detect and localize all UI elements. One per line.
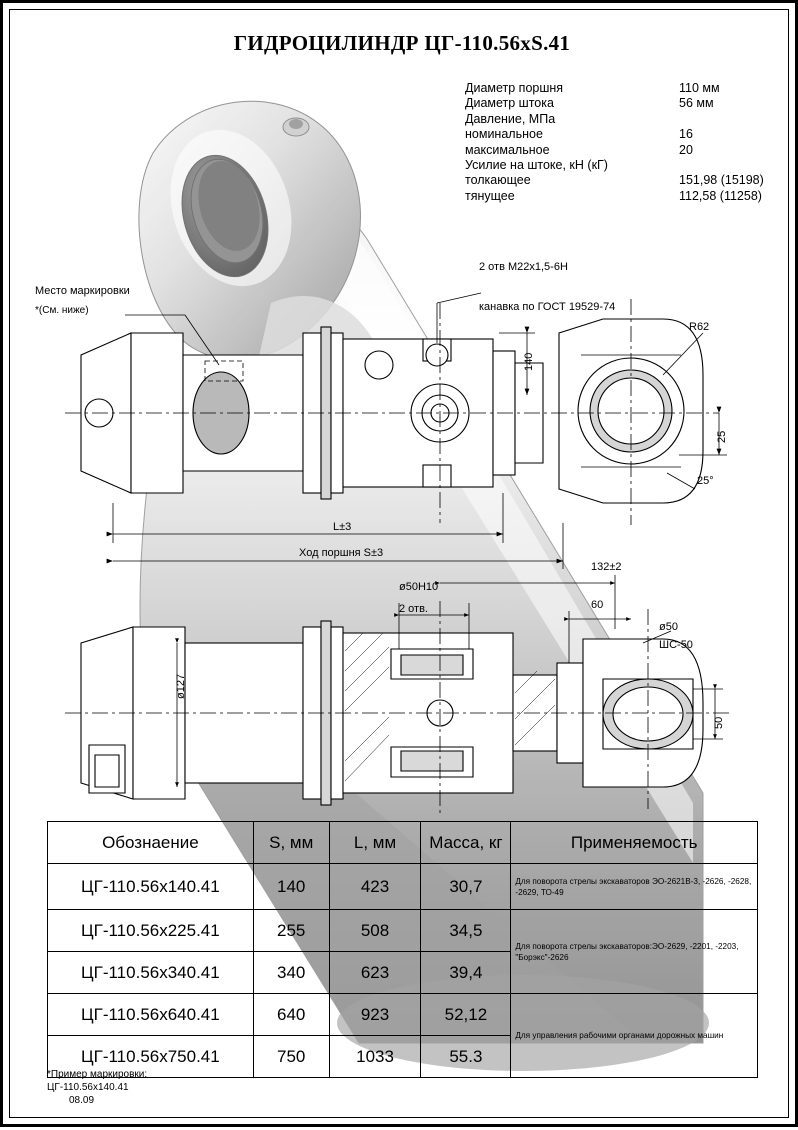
spec-row: Усилие на штоке, кН (кГ) xyxy=(465,158,608,173)
annotation-marking-place: Место маркировки xyxy=(35,285,130,297)
annotation-shs-50: ШС-50 xyxy=(659,639,693,651)
spec-row: номинальное 16 xyxy=(465,127,693,142)
variants-table xyxy=(47,821,758,1078)
cell-s: 340 xyxy=(253,952,329,994)
spec-row: тянущее 112,58 (11258) xyxy=(465,188,762,203)
annotation-holes-m22: 2 отв M22x1,5-6H xyxy=(479,261,568,273)
annotation-see-below: *(См. ниже) xyxy=(35,305,89,316)
cell-mass: 39,4 xyxy=(421,952,511,994)
cell-designation: ЦГ-110.56х750.41 xyxy=(48,1036,254,1078)
cell-s: 640 xyxy=(253,994,329,1036)
top-orthographic-view xyxy=(81,319,703,503)
spec-row: толкающее 151,98 (15198) xyxy=(465,173,764,188)
cell-designation: ЦГ-110.56х140.41 xyxy=(48,864,254,910)
annotation-length-l: L±3 xyxy=(333,521,352,533)
annotation-r62: R62 xyxy=(689,321,710,333)
cell-s: 140 xyxy=(253,864,329,910)
cell-s: 255 xyxy=(253,910,329,952)
cell-mass: 55.3 xyxy=(421,1036,511,1078)
cell-designation: ЦГ-110.56х640.41 xyxy=(48,994,254,1036)
annotation-dim-140: 140 xyxy=(523,352,535,371)
col-application: Применяемость xyxy=(511,822,758,864)
annotation-stroke-s: Ход поршня S±3 xyxy=(299,547,384,559)
cell-mass: 34,5 xyxy=(421,910,511,952)
cell-l: 1033 xyxy=(329,1036,421,1078)
annotation-dim-50: 50 xyxy=(713,716,725,729)
col-l: L, мм xyxy=(329,822,421,864)
col-mass: Масса, кг xyxy=(421,822,511,864)
cell-application: Для управления рабочими органами дорожных машин xyxy=(511,994,758,1078)
cell-mass: 30,7 xyxy=(421,864,511,910)
annotation-two-holes: 2 отв. xyxy=(399,603,428,615)
cell-l: 508 xyxy=(329,910,421,952)
col-s: S, мм xyxy=(253,822,329,864)
cell-application: Для поворота стрелы экскаваторов:ЭО-2629, -2201, -2203, "Борэкс"-2626 xyxy=(511,910,758,994)
spec-row: Диаметр штока 56 мм xyxy=(465,96,714,111)
annotation-dia-127: ø127 xyxy=(175,673,187,699)
table-header-row xyxy=(48,822,758,864)
spec-row: максимальное 20 xyxy=(465,142,693,157)
annotation-groove-gost: канавка по ГОСТ 19529-74 xyxy=(479,301,616,313)
spec-row: Диаметр поршня 110 мм xyxy=(465,81,720,95)
table-row xyxy=(48,910,758,952)
marking-example-note xyxy=(47,1068,147,1107)
spec-row: Давление, МПа xyxy=(465,111,556,126)
note-line-3: 08.09 xyxy=(69,1095,95,1106)
note-line-2: ЦГ-110.56х140.41 xyxy=(47,1082,129,1093)
cell-mass: 52,12 xyxy=(421,994,511,1036)
cell-application: Для поворота стрелы экскаваторов ЭО-2621В-3, -2626, -2628, -2629, ТО-49 xyxy=(511,864,758,910)
table-row xyxy=(48,864,758,910)
annotation-dim-132: 132±2 xyxy=(591,561,622,573)
annotation-dim-25: 25 xyxy=(716,430,728,443)
annotation-dia-50h10: ø50Н10 xyxy=(399,581,439,593)
annotation-angle-25: 25° xyxy=(697,475,714,487)
cell-l: 923 xyxy=(329,994,421,1036)
table-row xyxy=(48,994,758,1036)
page-title: ГИДРОЦИЛИНДР ЦГ-110.56xS.41 xyxy=(233,31,571,55)
cell-l: 623 xyxy=(329,952,421,994)
cell-l: 423 xyxy=(329,864,421,910)
cell-s: 750 xyxy=(253,1036,329,1078)
col-designation: Обознаение xyxy=(48,822,254,864)
annotation-dim-60: 60 xyxy=(591,599,604,611)
cell-designation: ЦГ-110.56х340.41 xyxy=(48,952,254,994)
cell-designation: ЦГ-110.56х225.41 xyxy=(48,910,254,952)
annotation-dia-50: ø50 xyxy=(659,621,678,633)
note-line-1: *Пример маркировки: xyxy=(47,1069,148,1080)
